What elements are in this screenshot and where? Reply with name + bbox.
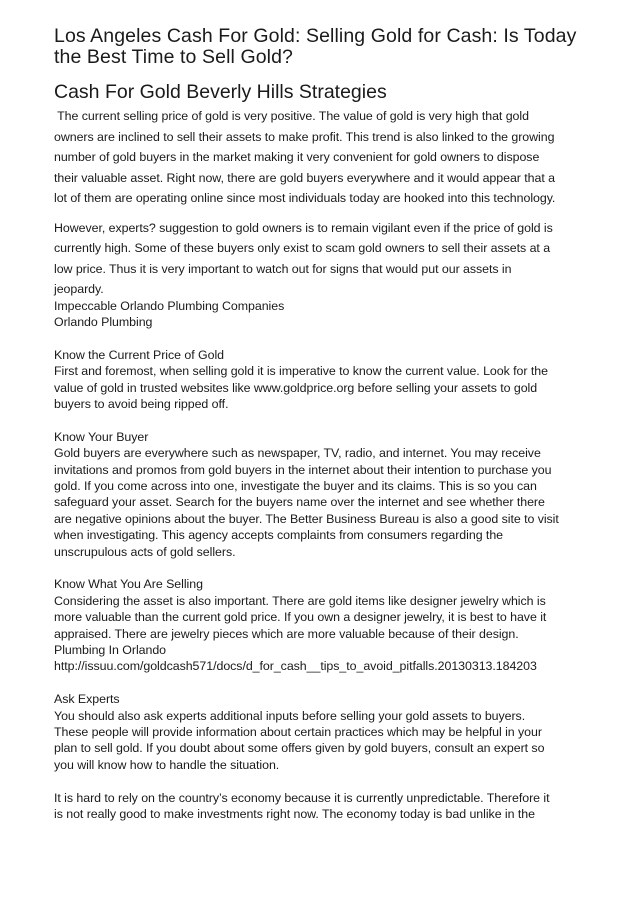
body-text xyxy=(54,298,602,823)
text-line: You should also ask experts additional inputs before selling your gold assets to buyers. xyxy=(54,708,526,723)
text-line: when investigating. This agency accepts complaints from consumers regarding the xyxy=(54,528,503,543)
intro-paragraph-1 xyxy=(54,106,602,209)
section-subtitle: Cash For Gold Beverly Hills Strategies xyxy=(54,81,387,103)
document-page xyxy=(54,26,602,822)
title-line: the Best Time to Sell Gold? xyxy=(54,46,293,68)
text-line: Gold buyers are everywhere such as newspaper, TV, radio, and internet. You may receive xyxy=(54,446,541,461)
text-line: First and foremost, when selling gold it is imperative to know the current value. Look for the xyxy=(54,364,548,379)
section-heading: Know What You Are Selling xyxy=(54,577,203,592)
text-line: invitations and promos from gold buyers in the internet about their intention to purchase you xyxy=(54,462,552,477)
section-heading: Ask Experts xyxy=(54,692,120,707)
text-line: However, experts? suggestion to gold owners is to remain vigilant even if the price of gold is xyxy=(54,220,553,235)
text-line: you will know how to handle the situation. xyxy=(54,757,280,772)
text-line: are negative opinions about the buyer. The Better Business Bureau is also a good site to visit xyxy=(54,511,559,526)
section-heading: Know Your Buyer xyxy=(54,429,149,444)
text-line: appraised. There are jewelry pieces which are more valuable because of their design. xyxy=(54,626,519,641)
section-heading: Know the Current Price of Gold xyxy=(54,347,224,362)
text-line: gold. If you come across into one, investigate the buyer and its claims. This is so you can xyxy=(54,478,537,493)
text-line: plan to sell gold. If you doubt about some offers given by gold buyers, consult an expert so xyxy=(54,741,545,756)
text-line: value of gold in trusted websites like www.goldprice.org before selling your assets to gold xyxy=(54,380,538,395)
intro-paragraph-2 xyxy=(54,218,602,300)
text-line: more valuable than the current gold price. If you own a designer jewelry, it is best to have it xyxy=(54,610,547,625)
text-line: number of gold buyers in the market making it very convenient for gold owners to dispose xyxy=(54,150,540,164)
text-line: is not really good to make investments right now. The economy today is bad unlike in the xyxy=(54,807,535,822)
text-line: It is hard to rely on the country’s economy because it is currently unpredictable. Therefore it xyxy=(54,790,550,805)
text-line: These people will provide information about certain practices which may be helpful in your xyxy=(54,725,542,739)
text-line: unscrupulous acts of gold sellers. xyxy=(54,544,236,559)
text-line: low price. Thus it is very important to watch out for signs that would put our assets in xyxy=(54,261,512,276)
text-line: buyers to avoid being ripped off. xyxy=(54,396,229,411)
text-line: owners are inclined to sell their assets to make profit. This trend is also linked to the growing xyxy=(54,129,555,144)
url-text: http://issuu.com/goldcash571/docs/d_for_cash__tips_to_avoid_pitfalls.20130313.184203 xyxy=(54,659,537,674)
document-title xyxy=(54,26,602,68)
text-line: Considering the asset is also important. There are gold items like designer jewelry which is xyxy=(54,593,546,608)
text-line: jeopardy. xyxy=(54,282,104,296)
title-line: Los Angeles Cash For Gold: Selling Gold for Cash: Is Today xyxy=(54,25,577,47)
link-text: Plumbing In Orlando xyxy=(54,642,167,657)
link-text: Impeccable Orlando Plumbing Companies xyxy=(54,298,285,313)
text-line: currently high. Some of these buyers only exist to scam gold owners to sell their assets at a xyxy=(54,241,551,255)
text-line: their valuable asset. Right now, there are gold buyers everywhere and it would appear that a xyxy=(54,170,555,185)
text-line: safeguard your asset. Search for the buyers name over the internet and see whether there xyxy=(54,495,545,510)
link-text: Orlando Plumbing xyxy=(54,314,153,329)
text-line: lot of them are operating online since most individuals today are hooked into this technology. xyxy=(54,191,556,205)
text-line: The current selling price of gold is very positive. The value of gold is very high that gold xyxy=(54,109,529,123)
